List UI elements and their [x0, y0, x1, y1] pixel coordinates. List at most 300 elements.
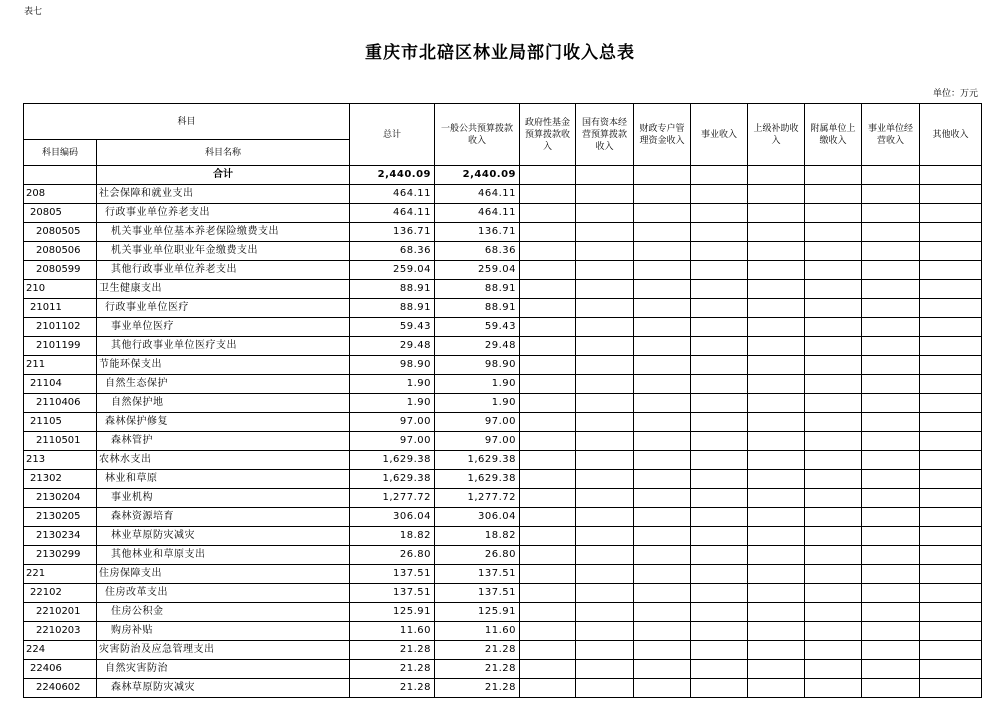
- general-budget-amount-cell: 137.51: [435, 584, 520, 603]
- empty-cell: [520, 280, 576, 299]
- table-row: [24, 185, 982, 204]
- empty-cell: [805, 660, 862, 679]
- general-budget-amount-cell: 1,277.72: [435, 489, 520, 508]
- empty-cell: [920, 527, 982, 546]
- name-header: 科目名称: [97, 140, 350, 166]
- empty-cell: [634, 470, 691, 489]
- subject-code-cell: 2130205: [24, 508, 97, 527]
- table-row: [24, 413, 982, 432]
- subject-code-cell: 2101199: [24, 337, 97, 356]
- general-budget-amount-cell: 88.91: [435, 299, 520, 318]
- subject-name-cell: 机关事业单位基本养老保险缴费支出: [97, 223, 350, 242]
- subject-code-cell: 211: [24, 356, 97, 375]
- empty-cell: [920, 242, 982, 261]
- empty-cell: [691, 508, 748, 527]
- empty-cell: [634, 451, 691, 470]
- table-row: [24, 451, 982, 470]
- total-amount-cell: 11.60: [350, 622, 435, 641]
- general-budget-amount-cell: 137.51: [435, 565, 520, 584]
- empty-cell: [691, 432, 748, 451]
- subject-code-cell: 2210201: [24, 603, 97, 622]
- empty-cell: [805, 280, 862, 299]
- empty-cell: [691, 584, 748, 603]
- total-amount-cell: 1,277.72: [350, 489, 435, 508]
- empty-cell: [576, 584, 634, 603]
- empty-cell: [576, 603, 634, 622]
- empty-cell: [805, 394, 862, 413]
- empty-cell: [920, 508, 982, 527]
- general-budget-amount-cell: 68.36: [435, 242, 520, 261]
- empty-cell: [748, 622, 805, 641]
- total-amount-cell: 26.80: [350, 546, 435, 565]
- empty-cell: [862, 337, 920, 356]
- empty-cell: [576, 451, 634, 470]
- total-amount-cell: 98.90: [350, 356, 435, 375]
- empty-cell: [634, 432, 691, 451]
- empty-cell: [576, 242, 634, 261]
- table-number-tag: 表七: [24, 7, 43, 17]
- subject-name-cell: 森林草原防灾减灾: [97, 679, 350, 698]
- empty-cell: [691, 318, 748, 337]
- empty-cell: [520, 204, 576, 223]
- empty-cell: [576, 185, 634, 204]
- empty-cell: [634, 356, 691, 375]
- subject-name-cell: 森林资源培育: [97, 508, 350, 527]
- subject-name-cell: 其他行政事业单位养老支出: [97, 261, 350, 280]
- table-row: [24, 660, 982, 679]
- empty-cell: [862, 356, 920, 375]
- table-row: [24, 679, 982, 698]
- general-budget-amount-cell: 88.91: [435, 280, 520, 299]
- state-capital-header: 国有资本经营预算拨款收入: [576, 104, 634, 166]
- empty-cell: [691, 413, 748, 432]
- empty-cell: [520, 546, 576, 565]
- empty-cell: [691, 603, 748, 622]
- empty-cell: [691, 261, 748, 280]
- empty-cell: [520, 489, 576, 508]
- empty-cell: [691, 166, 748, 185]
- empty-cell: [576, 375, 634, 394]
- general-budget-amount-cell: 136.71: [435, 223, 520, 242]
- empty-cell: [862, 679, 920, 698]
- subject-name-cell: 其他行政事业单位医疗支出: [97, 337, 350, 356]
- empty-cell: [748, 261, 805, 280]
- general-budget-amount-cell: 97.00: [435, 413, 520, 432]
- subject-name-cell: 林业草原防灾减灾: [97, 527, 350, 546]
- table-row: [24, 546, 982, 565]
- empty-cell: [920, 299, 982, 318]
- empty-cell: [748, 242, 805, 261]
- subject-name-cell: 农林水支出: [97, 451, 350, 470]
- empty-cell: [805, 527, 862, 546]
- empty-cell: [748, 641, 805, 660]
- empty-cell: [520, 565, 576, 584]
- subject-name-cell: 自然保护地: [97, 394, 350, 413]
- empty-cell: [862, 413, 920, 432]
- total-general-cell: 2,440.09: [435, 166, 520, 185]
- table-row: [24, 603, 982, 622]
- empty-cell: [576, 299, 634, 318]
- general-budget-amount-cell: 21.28: [435, 660, 520, 679]
- empty-cell: [634, 660, 691, 679]
- total-amount-cell: 1,629.38: [350, 451, 435, 470]
- total-amount-cell: 29.48: [350, 337, 435, 356]
- empty-cell: [634, 546, 691, 565]
- empty-cell: [862, 166, 920, 185]
- empty-cell: [748, 451, 805, 470]
- subject-name-cell: 事业单位医疗: [97, 318, 350, 337]
- empty-cell: [748, 470, 805, 489]
- empty-cell: [576, 489, 634, 508]
- empty-cell: [576, 565, 634, 584]
- subject-code-cell: 213: [24, 451, 97, 470]
- total-label: 合计: [97, 166, 350, 185]
- empty-cell: [805, 185, 862, 204]
- table-row: [24, 204, 982, 223]
- empty-cell: [862, 603, 920, 622]
- table-row: [24, 622, 982, 641]
- empty-cell: [748, 337, 805, 356]
- empty-cell: [634, 204, 691, 223]
- table-row: [24, 641, 982, 660]
- empty-cell: [576, 261, 634, 280]
- general-budget-amount-cell: 21.28: [435, 679, 520, 698]
- empty-cell: [520, 451, 576, 470]
- subject-code-cell: 2110501: [24, 432, 97, 451]
- empty-cell: [920, 641, 982, 660]
- other-income-header: 其他收入: [920, 104, 982, 166]
- empty-cell: [805, 299, 862, 318]
- empty-cell: [805, 679, 862, 698]
- empty-cell: [520, 356, 576, 375]
- empty-cell: [920, 603, 982, 622]
- empty-cell: [862, 660, 920, 679]
- total-row: [24, 166, 982, 185]
- total-amount-cell: 1.90: [350, 375, 435, 394]
- empty-cell: [520, 394, 576, 413]
- empty-cell: [691, 660, 748, 679]
- empty-cell: [805, 337, 862, 356]
- empty-cell: [805, 470, 862, 489]
- empty-cell: [862, 470, 920, 489]
- empty-cell: [748, 565, 805, 584]
- subject-header: 科目: [24, 104, 350, 140]
- fiscal-special-header: 财政专户管理资金收入: [634, 104, 691, 166]
- total-amount-cell: 97.00: [350, 413, 435, 432]
- empty-cell: [576, 432, 634, 451]
- empty-cell: [862, 565, 920, 584]
- total-amount-cell: 125.91: [350, 603, 435, 622]
- table-row: [24, 280, 982, 299]
- table-row: [24, 432, 982, 451]
- table-row: [24, 242, 982, 261]
- empty-cell: [748, 356, 805, 375]
- empty-cell: [748, 584, 805, 603]
- table-row: [24, 489, 982, 508]
- empty-cell: [520, 432, 576, 451]
- gov-fund-header: 政府性基金预算拨款收入: [520, 104, 576, 166]
- subject-code-cell: 2080506: [24, 242, 97, 261]
- empty-cell: [805, 641, 862, 660]
- general-budget-amount-cell: 464.11: [435, 204, 520, 223]
- empty-cell: [634, 565, 691, 584]
- empty-cell: [691, 223, 748, 242]
- empty-cell: [920, 375, 982, 394]
- empty-cell: [520, 242, 576, 261]
- table-row: [24, 261, 982, 280]
- empty-cell: [748, 413, 805, 432]
- table-row: [24, 375, 982, 394]
- empty-cell: [576, 413, 634, 432]
- empty-cell: [920, 223, 982, 242]
- empty-cell: [691, 356, 748, 375]
- empty-cell: [805, 356, 862, 375]
- affiliate-income-header: 附属单位上缴收入: [805, 104, 862, 166]
- subject-name-cell: 灾害防治及应急管理支出: [97, 641, 350, 660]
- subject-code-cell: 2080599: [24, 261, 97, 280]
- table-row: [24, 356, 982, 375]
- empty-cell: [748, 679, 805, 698]
- subject-name-cell: 行政事业单位养老支出: [97, 204, 350, 223]
- empty-cell: [576, 356, 634, 375]
- subject-code-cell: 20805: [24, 204, 97, 223]
- empty-cell: [520, 185, 576, 204]
- superior-subsidy-header: 上级补助收入: [748, 104, 805, 166]
- empty-cell: [691, 565, 748, 584]
- empty-cell: [520, 223, 576, 242]
- subject-code-cell: 2210203: [24, 622, 97, 641]
- subject-code-cell: 221: [24, 565, 97, 584]
- empty-cell: [748, 223, 805, 242]
- table-body: [24, 166, 982, 698]
- business-income-header: 事业收入: [691, 104, 748, 166]
- empty-cell: [634, 318, 691, 337]
- total-header: 总计: [350, 104, 435, 166]
- empty-cell: [691, 546, 748, 565]
- empty-cell: [920, 166, 982, 185]
- table-row: [24, 299, 982, 318]
- empty-cell: [691, 641, 748, 660]
- empty-cell: [862, 622, 920, 641]
- empty-cell: [862, 527, 920, 546]
- empty-cell: [862, 242, 920, 261]
- empty-cell: [748, 394, 805, 413]
- total-amount-cell: 306.04: [350, 508, 435, 527]
- empty-cell: [634, 489, 691, 508]
- subject-name-cell: 住房改革支出: [97, 584, 350, 603]
- empty-cell: [691, 527, 748, 546]
- empty-cell: [805, 261, 862, 280]
- subject-code-cell: 2101102: [24, 318, 97, 337]
- subject-code-cell: 21104: [24, 375, 97, 394]
- subject-name-cell: 自然生态保护: [97, 375, 350, 394]
- empty-cell: [748, 318, 805, 337]
- subject-code-cell: 2110406: [24, 394, 97, 413]
- total-amount-cell: 1,629.38: [350, 470, 435, 489]
- general-budget-amount-cell: 1.90: [435, 375, 520, 394]
- general-budget-amount-cell: 1,629.38: [435, 470, 520, 489]
- table-row: [24, 337, 982, 356]
- subject-name-cell: 林业和草原: [97, 470, 350, 489]
- empty-cell: [862, 451, 920, 470]
- empty-cell: [520, 318, 576, 337]
- empty-cell: [920, 546, 982, 565]
- general-budget-amount-cell: 98.90: [435, 356, 520, 375]
- empty-cell: [862, 489, 920, 508]
- empty-cell: [634, 603, 691, 622]
- empty-cell: [920, 318, 982, 337]
- empty-cell: [805, 622, 862, 641]
- total-amount-cell: 464.11: [350, 185, 435, 204]
- empty-cell: [691, 470, 748, 489]
- subject-code-cell: 22102: [24, 584, 97, 603]
- empty-cell: [862, 261, 920, 280]
- empty-cell: [576, 223, 634, 242]
- empty-cell: [691, 337, 748, 356]
- empty-cell: [520, 299, 576, 318]
- empty-cell: [576, 318, 634, 337]
- empty-cell: [748, 204, 805, 223]
- total-amount-cell: 137.51: [350, 584, 435, 603]
- empty-cell: [805, 489, 862, 508]
- table-row: [24, 470, 982, 489]
- empty-cell: [520, 660, 576, 679]
- empty-cell: [862, 280, 920, 299]
- operating-income-header: 事业单位经营收入: [862, 104, 920, 166]
- empty-cell: [634, 280, 691, 299]
- empty-cell: [691, 242, 748, 261]
- subject-name-cell: 卫生健康支出: [97, 280, 350, 299]
- empty-cell: [805, 318, 862, 337]
- empty-cell: [862, 546, 920, 565]
- empty-cell: [748, 489, 805, 508]
- empty-cell: [920, 432, 982, 451]
- empty-cell: [920, 337, 982, 356]
- empty-cell: [634, 337, 691, 356]
- empty-cell: [805, 508, 862, 527]
- code-header: 科目编码: [24, 140, 97, 166]
- total-code-cell: [24, 166, 97, 185]
- general-budget-amount-cell: 97.00: [435, 432, 520, 451]
- general-budget-amount-cell: 29.48: [435, 337, 520, 356]
- empty-cell: [634, 242, 691, 261]
- subject-code-cell: 21011: [24, 299, 97, 318]
- empty-cell: [520, 641, 576, 660]
- empty-cell: [520, 337, 576, 356]
- general-budget-header: 一般公共预算拨款收入: [435, 104, 520, 166]
- total-amount-cell: 88.91: [350, 299, 435, 318]
- subject-name-cell: 机关事业单位职业年金缴费支出: [97, 242, 350, 261]
- subject-code-cell: 224: [24, 641, 97, 660]
- empty-cell: [520, 508, 576, 527]
- unit-label: 单位：万元: [932, 89, 978, 99]
- subject-name-cell: 行政事业单位医疗: [97, 299, 350, 318]
- empty-cell: [520, 622, 576, 641]
- subject-name-cell: 森林保护修复: [97, 413, 350, 432]
- empty-cell: [862, 394, 920, 413]
- table-row: [24, 318, 982, 337]
- table-row: [24, 565, 982, 584]
- empty-cell: [576, 641, 634, 660]
- empty-cell: [748, 660, 805, 679]
- general-budget-amount-cell: 21.28: [435, 641, 520, 660]
- subject-name-cell: 住房公积金: [97, 603, 350, 622]
- page-title: 重庆市北碚区林业局部门收入总表: [365, 43, 635, 63]
- empty-cell: [576, 679, 634, 698]
- empty-cell: [862, 432, 920, 451]
- subject-name-cell: 社会保障和就业支出: [97, 185, 350, 204]
- empty-cell: [920, 660, 982, 679]
- empty-cell: [862, 375, 920, 394]
- empty-cell: [634, 223, 691, 242]
- empty-cell: [748, 185, 805, 204]
- general-budget-amount-cell: 306.04: [435, 508, 520, 527]
- total-amount-cell: 464.11: [350, 204, 435, 223]
- empty-cell: [576, 470, 634, 489]
- empty-cell: [520, 679, 576, 698]
- empty-cell: [691, 375, 748, 394]
- empty-cell: [920, 280, 982, 299]
- empty-cell: [520, 261, 576, 280]
- empty-cell: [576, 337, 634, 356]
- empty-cell: [576, 204, 634, 223]
- empty-cell: [691, 299, 748, 318]
- empty-cell: [520, 584, 576, 603]
- empty-cell: [576, 280, 634, 299]
- empty-cell: [748, 375, 805, 394]
- total-amount-cell: 21.28: [350, 660, 435, 679]
- empty-cell: [691, 204, 748, 223]
- table-row: [24, 508, 982, 527]
- empty-cell: [576, 527, 634, 546]
- empty-cell: [634, 375, 691, 394]
- empty-cell: [748, 603, 805, 622]
- empty-cell: [920, 470, 982, 489]
- empty-cell: [920, 584, 982, 603]
- empty-cell: [576, 166, 634, 185]
- total-amount-cell: 21.28: [350, 679, 435, 698]
- empty-cell: [862, 185, 920, 204]
- empty-cell: [920, 261, 982, 280]
- empty-cell: [691, 622, 748, 641]
- empty-cell: [805, 375, 862, 394]
- empty-cell: [862, 641, 920, 660]
- total-amount-cell: 259.04: [350, 261, 435, 280]
- empty-cell: [805, 546, 862, 565]
- empty-cell: [805, 413, 862, 432]
- empty-cell: [805, 166, 862, 185]
- subject-name-cell: 购房补贴: [97, 622, 350, 641]
- empty-cell: [920, 489, 982, 508]
- empty-cell: [691, 394, 748, 413]
- empty-cell: [634, 185, 691, 204]
- table-row: [24, 223, 982, 242]
- table-row: [24, 527, 982, 546]
- empty-cell: [862, 508, 920, 527]
- empty-cell: [634, 641, 691, 660]
- empty-cell: [805, 204, 862, 223]
- empty-cell: [920, 565, 982, 584]
- empty-cell: [634, 508, 691, 527]
- empty-cell: [634, 394, 691, 413]
- total-amount-cell: 18.82: [350, 527, 435, 546]
- empty-cell: [748, 527, 805, 546]
- subject-name-cell: 森林管护: [97, 432, 350, 451]
- empty-cell: [634, 166, 691, 185]
- empty-cell: [920, 413, 982, 432]
- empty-cell: [691, 679, 748, 698]
- general-budget-amount-cell: 1,629.38: [435, 451, 520, 470]
